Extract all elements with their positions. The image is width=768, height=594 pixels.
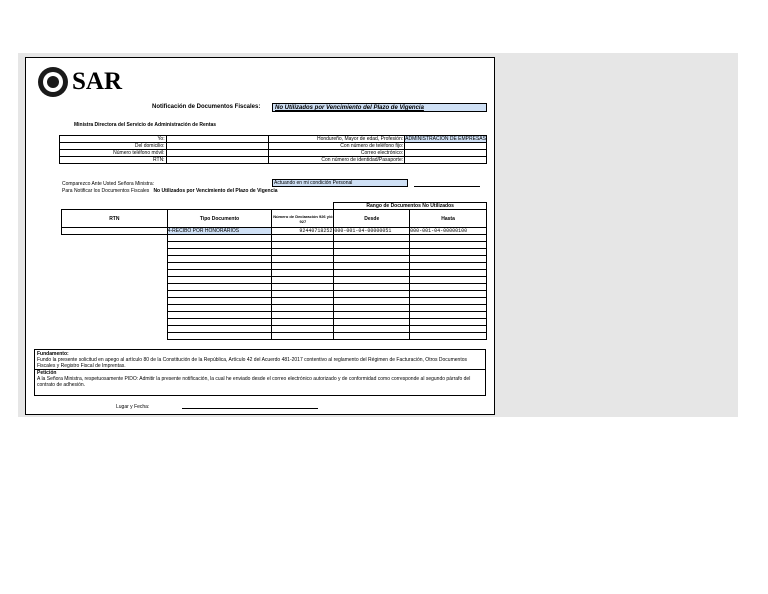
numero-cell[interactable] [272, 319, 334, 326]
table-row [62, 284, 487, 291]
tipo-cell[interactable] [167, 319, 272, 326]
desde-cell[interactable] [334, 333, 410, 340]
numero-cell[interactable] [272, 263, 334, 270]
column-header-numero: Número de Declaración 926 y/ó 927 [272, 210, 334, 228]
identity-row [60, 136, 487, 143]
fundamento-label: Fundamento: [37, 351, 69, 357]
desde-cell[interactable] [334, 242, 410, 249]
document-page [25, 57, 495, 415]
hasta-cell[interactable] [410, 270, 487, 277]
identity-row [60, 143, 487, 150]
tipo-cell[interactable] [167, 333, 272, 340]
rtn-cell[interactable] [62, 333, 168, 340]
hasta-cell[interactable] [410, 284, 487, 291]
numero-cell[interactable] [272, 284, 334, 291]
desde-cell[interactable] [334, 319, 410, 326]
column-header-hasta: Hasta [410, 210, 487, 228]
desde-cell[interactable]: 000-001-04-00000051 [334, 228, 410, 235]
hasta-cell[interactable] [410, 333, 487, 340]
table-row [62, 263, 487, 270]
form-title-value: No Utilizados por Vencimiento del Plazo de Vigencia [272, 103, 487, 112]
numero-cell[interactable] [272, 312, 334, 319]
email-field[interactable] [405, 150, 487, 157]
peticion-label: Petición [37, 370, 57, 376]
numero-cell[interactable] [272, 291, 334, 298]
hasta-cell[interactable] [410, 312, 487, 319]
table-row [62, 228, 487, 235]
rtn-cell[interactable] [62, 228, 168, 235]
rtn-cell[interactable] [62, 270, 168, 277]
form-title-label: Notificación de Documentos Fiscales: [152, 104, 261, 110]
place-date-label: Lugar y Fecha: [116, 404, 150, 410]
rtn-cell[interactable] [62, 235, 168, 242]
table-row [62, 312, 487, 319]
rtn-cell[interactable] [62, 319, 168, 326]
footer-box [34, 349, 486, 396]
desde-cell[interactable] [334, 249, 410, 256]
column-header-tipo: Tipo Documento [167, 210, 272, 228]
tipo-cell[interactable] [167, 284, 272, 291]
table-row [62, 319, 487, 326]
range-header: Rango de Documentos No Utilizados [334, 203, 487, 210]
spacer [167, 203, 272, 210]
rtn-cell[interactable] [62, 249, 168, 256]
identity-label: Con número de teléfono fijo: [268, 143, 404, 150]
hasta-cell[interactable] [410, 242, 487, 249]
fundamento-text: Fundo la presente solicitud en apego al artículo 80 de la Constitución de la República, Artículo 42 del Acuerdo 481-2017 contentivo al reglamento del Régimen de Facturación, Otros Documentos Fiscales y Registro Fiscal de Imprentas. [37, 357, 467, 369]
table-row [62, 277, 487, 284]
numero-cell[interactable]: 92440718252 [272, 228, 334, 235]
peticion-text: A la Señora Ministra, respetuosamente PIDO: Admitir la presente notificación, la cual he enviado desde el correo electrónico autorizado y de conformidad como corresponde al segundo párrafo del contrato de adhesión. [37, 376, 471, 388]
addressee: Ministra Directora del Servicio de Administración de Rentas [74, 122, 217, 128]
tipo-cell[interactable] [167, 305, 272, 312]
numero-cell[interactable] [272, 305, 334, 312]
identity-label: Con número de identidad/Pasaporte: [268, 157, 404, 164]
address-field[interactable] [166, 143, 268, 150]
tipo-cell[interactable] [167, 242, 272, 249]
rtn-cell[interactable] [62, 284, 168, 291]
hasta-cell[interactable]: 000-001-04-00000100 [410, 228, 487, 235]
identity-label: RTN: [60, 157, 167, 164]
tipo-cell[interactable] [167, 277, 272, 284]
tipo-cell[interactable]: 4-RECIBO POR HONORARIOS [167, 228, 272, 235]
tipo-cell[interactable] [167, 270, 272, 277]
desde-cell[interactable] [334, 284, 410, 291]
appearance-line-2-text: Para Notificar los Documentos Fiscales [62, 188, 150, 194]
tipo-cell[interactable] [167, 326, 272, 333]
identity-label: Número teléfono móvil: [60, 150, 167, 157]
desde-cell[interactable] [334, 305, 410, 312]
documents-table [61, 202, 487, 340]
hasta-cell[interactable] [410, 235, 487, 242]
numero-cell[interactable] [272, 256, 334, 263]
hasta-cell[interactable] [410, 249, 487, 256]
desde-cell[interactable] [334, 263, 410, 270]
tipo-cell[interactable] [167, 235, 272, 242]
hasta-cell[interactable] [410, 298, 487, 305]
desde-cell[interactable] [334, 326, 410, 333]
desde-cell[interactable] [334, 270, 410, 277]
table-row [62, 291, 487, 298]
table-row [62, 270, 487, 277]
hasta-cell[interactable] [410, 305, 487, 312]
id-passport-field[interactable] [405, 157, 487, 164]
landline-field[interactable] [405, 143, 487, 150]
table-row [62, 249, 487, 256]
appearance-line-2-bold: No Utilizados por Vencimiento del Plazo de Vigencia [153, 188, 278, 194]
rtn-cell[interactable] [62, 326, 168, 333]
logo-text: SAR [72, 68, 123, 95]
identity-label: Correo electrónico: [268, 150, 404, 157]
place-date-field[interactable] [182, 408, 318, 409]
hasta-cell[interactable] [410, 277, 487, 284]
numero-cell[interactable] [272, 333, 334, 340]
sar-emblem-icon [38, 67, 68, 97]
hasta-cell[interactable] [410, 263, 487, 270]
spacer [272, 203, 334, 210]
rtn-cell[interactable] [62, 298, 168, 305]
spacer [62, 203, 168, 210]
tipo-cell[interactable] [167, 298, 272, 305]
tipo-cell[interactable] [167, 291, 272, 298]
mobile-field[interactable] [166, 150, 268, 157]
numero-cell[interactable] [272, 242, 334, 249]
table-row [62, 235, 487, 242]
identity-label: Hondureño, Mayor de edad, Profesión: [268, 136, 404, 143]
rtn-cell[interactable] [62, 263, 168, 270]
hasta-cell[interactable] [410, 319, 487, 326]
rtn-cell[interactable] [62, 305, 168, 312]
numero-cell[interactable] [272, 326, 334, 333]
rtn-cell[interactable] [62, 312, 168, 319]
table-row [62, 256, 487, 263]
desde-cell[interactable] [334, 256, 410, 263]
profession-field[interactable]: ADMINISTRACION DE EMPRESAS [405, 136, 486, 142]
desde-cell[interactable] [334, 277, 410, 284]
name-field[interactable] [166, 136, 268, 143]
numero-cell[interactable] [272, 235, 334, 242]
appearance-line-2 [62, 188, 278, 194]
identity-table [59, 135, 487, 164]
hasta-cell[interactable] [410, 256, 487, 263]
desde-cell[interactable] [334, 312, 410, 319]
signature-line [414, 186, 480, 187]
numero-cell[interactable] [272, 249, 334, 256]
rtn-cell[interactable] [62, 256, 168, 263]
tipo-cell[interactable] [167, 263, 272, 270]
numero-cell[interactable] [272, 298, 334, 305]
capacity-field[interactable]: Actuando en mi condición Personal [272, 179, 408, 187]
numero-cell[interactable] [272, 277, 334, 284]
table-row [62, 298, 487, 305]
desde-cell[interactable] [334, 298, 410, 305]
numero-cell[interactable] [272, 270, 334, 277]
column-header-desde: Desde [334, 210, 410, 228]
appearance-line-1: Comparezco Ante Usted Señora Ministra: [62, 181, 154, 187]
identity-label: Del domicilio: [60, 143, 167, 150]
table-row [62, 242, 487, 249]
identity-row [60, 157, 487, 164]
identity-row [60, 150, 487, 157]
rtn-cell[interactable] [62, 277, 168, 284]
rtn-field[interactable] [166, 157, 268, 164]
rtn-cell[interactable] [62, 291, 168, 298]
column-header-rtn: RTN [62, 210, 168, 228]
hasta-cell[interactable] [410, 326, 487, 333]
table-row [62, 326, 487, 333]
table-row [62, 305, 487, 312]
tipo-cell[interactable] [167, 256, 272, 263]
desde-cell[interactable] [334, 235, 410, 242]
hasta-cell[interactable] [410, 291, 487, 298]
identity-label: Yo: [60, 136, 167, 143]
rtn-cell[interactable] [62, 242, 168, 249]
desde-cell[interactable] [334, 291, 410, 298]
table-row [62, 333, 487, 340]
tipo-cell[interactable] [167, 249, 272, 256]
tipo-cell[interactable] [167, 312, 272, 319]
